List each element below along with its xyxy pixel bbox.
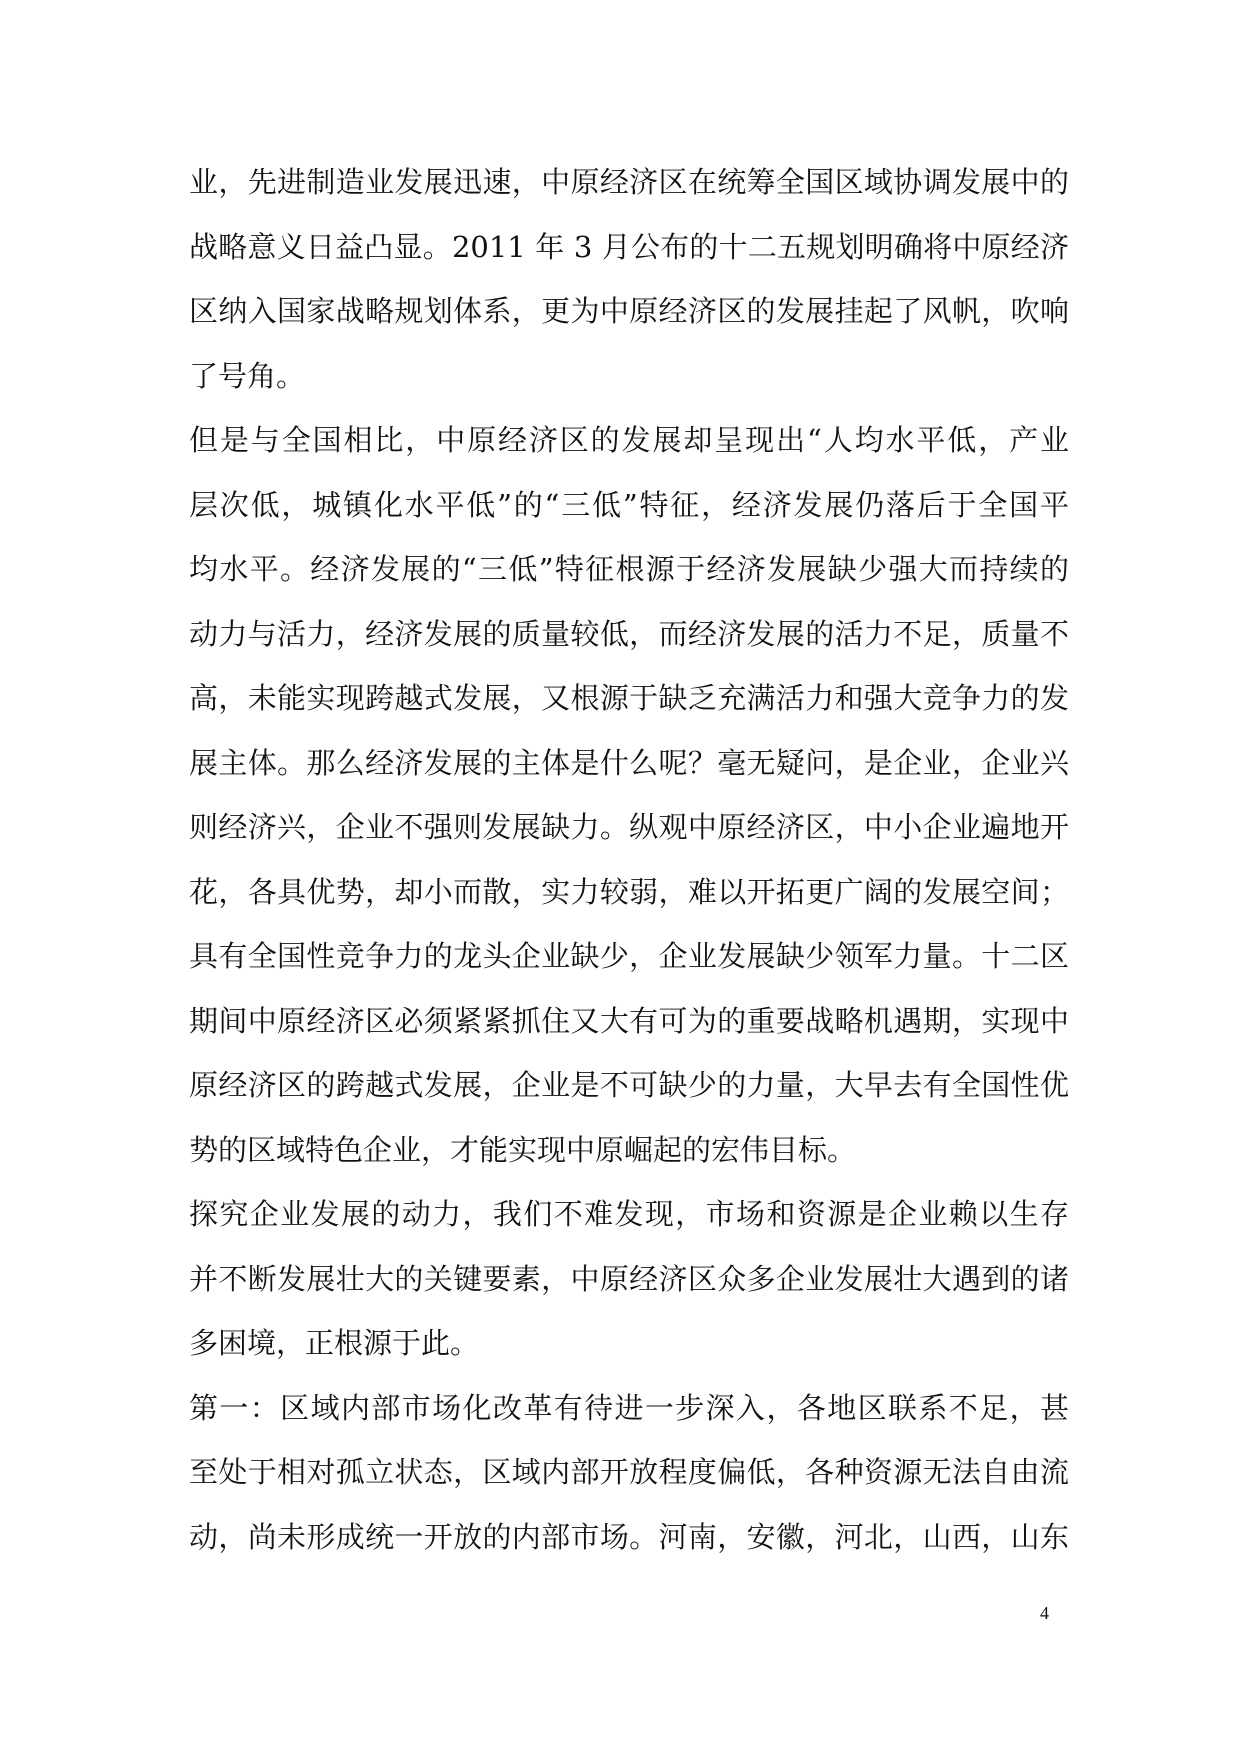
text-line: 但是与全国相比，中原经济区的发展却呈现出“人均水平低，产业 [189,423,1069,457]
text-line: 展主体。那么经济发展的主体是什么呢？毫无疑问，是企业，企业兴 [189,745,1069,780]
text-line: 业，先进制造业发展迅速，中原经济区在统筹全国区域协调发展中的 [189,165,1069,199]
text-line: 区纳入国家战略规划体系，更为中原经济区的发展挂起了风帆，吹响 [189,294,1069,328]
text-line: 探究企业发展的动力，我们不难发现，市场和资源是企业赖以生存 [189,1197,1069,1231]
text-line: 高，未能实现跨越式发展，又根源于缺乏充满活力和强大竞争力的发 [189,681,1069,715]
page-number: 4 [1040,1603,1049,1623]
text-line: 具有全国性竞争力的龙头企业缺少，企业发展缺少领军力量。十二区 [189,939,1069,973]
text-line: 势的区域特色企业，才能实现中原崛起的宏伟目标。 [189,1132,857,1167]
text-line: 至处于相对孤立状态，区域内部开放程度偏低，各种资源无法自由流 [189,1455,1069,1489]
text-line: 均水平。经济发展的“三低”特征根源于经济发展缺少强大而持续的 [189,552,1069,586]
text-line: 战略意义日益凸显。2011 年 3 月公布的十二五规划明确将中原经济 [189,229,1069,264]
text-line: 动力与活力，经济发展的质量较低，而经济发展的活力不足，质量不 [189,616,1069,651]
text-line: 动，尚未形成统一开放的内部市场。河南，安徽，河北，山西，山东 [189,1519,1069,1554]
text-line: 第一：区域内部市场化改革有待进一步深入，各地区联系不足，甚 [189,1390,1069,1425]
text-line: 花，各具优势，却小而散，实力较弱，难以开拓更广阔的发展空间； [189,874,1069,909]
text-line: 层次低，城镇化水平低”的“三低”特征，经济发展仍落后于全国平 [189,487,1069,522]
text-line: 期间中原经济区必须紧紧抓住又大有可为的重要战略机遇期，实现中 [189,1003,1069,1038]
text-line: 并不断发展壮大的关键要素，中原经济区众多企业发展壮大遇到的诸 [189,1261,1069,1296]
text-line: 原经济区的跨越式发展，企业是不可缺少的力量，大早去有全国性优 [189,1068,1069,1102]
text-line: 了号角。 [189,358,306,393]
body-text [189,150,1069,1569]
text-line: 则经济兴，企业不强则发展缺力。纵观中原经济区，中小企业遍地开 [189,810,1069,844]
text-line: 多困境，正根源于此。 [189,1326,480,1360]
